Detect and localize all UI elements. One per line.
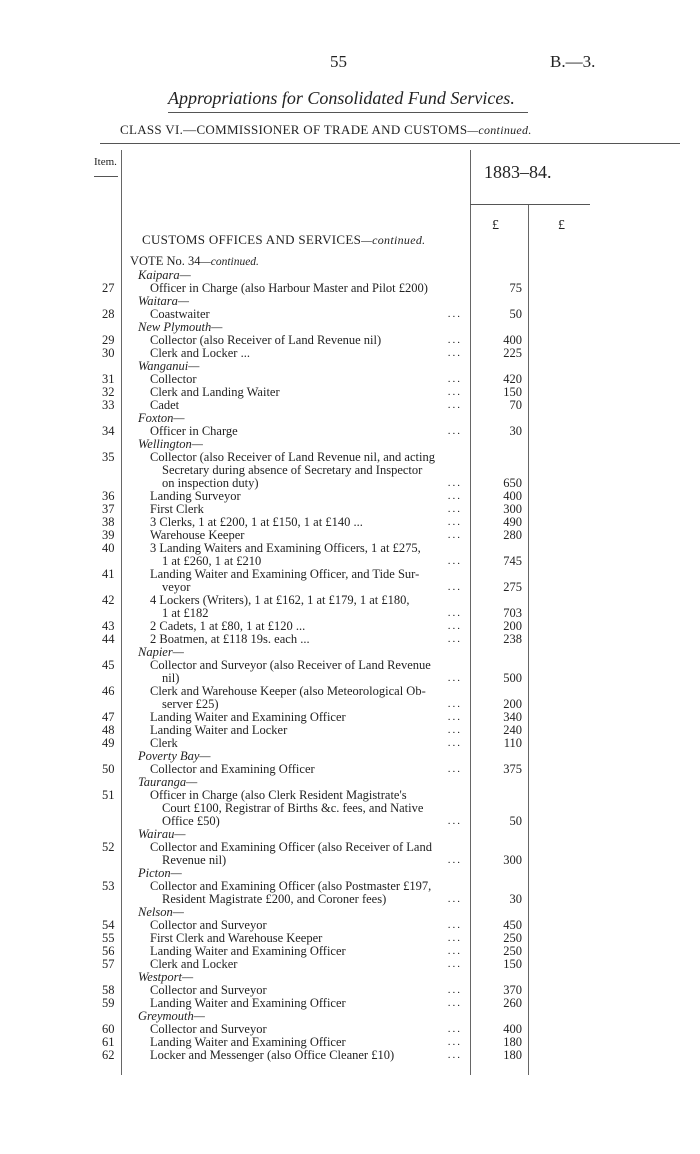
item-number: 30 [102, 346, 115, 360]
table-row [0, 594, 700, 607]
item-number: 48 [102, 723, 115, 737]
item-description: Collector and Surveyor [150, 1022, 267, 1036]
item-number: 49 [102, 736, 115, 750]
amount-value: 50 [509, 814, 522, 828]
item-description: 1 at £182 [162, 606, 209, 620]
item-number: 45 [102, 658, 115, 672]
item-description: Landing Waiter and Locker [150, 723, 288, 737]
location-name: Foxton— [138, 411, 185, 425]
item-number: 40 [102, 541, 115, 555]
leader-dots: ... [447, 763, 462, 775]
currency-symbol-col2: £ [558, 218, 565, 233]
amount-value: 180 [503, 1048, 522, 1062]
item-description: 2 Boatmen, at £118 19s. each ... [150, 632, 310, 646]
item-description: 3 Landing Waiters and Examining Officers, 1 at £275, [150, 541, 421, 555]
leader-dots: ... [447, 555, 462, 567]
leader-dots: ... [447, 477, 462, 489]
table-row [0, 958, 700, 971]
item-number: 38 [102, 515, 115, 529]
table-row [0, 399, 700, 412]
item-number: 31 [102, 372, 115, 386]
item-description: Collector [150, 372, 197, 386]
item-number: 36 [102, 489, 115, 503]
leader-dots: ... [447, 425, 462, 437]
amount-value: 420 [503, 372, 522, 386]
table-row [0, 997, 700, 1010]
item-number: 60 [102, 1022, 115, 1036]
leader-dots: ... [447, 945, 462, 957]
table-row [0, 282, 700, 295]
amount-value: 30 [509, 424, 522, 438]
location-name: Napier— [138, 645, 184, 659]
item-description: Collector and Surveyor [150, 983, 267, 997]
location-name: Kaipara— [138, 268, 191, 282]
amount-value: 400 [503, 333, 522, 347]
location-name: Picton— [138, 866, 182, 880]
table-row [0, 685, 700, 698]
item-description: Collector and Examining Officer (also Postmaster £197, [150, 879, 432, 893]
class-heading [120, 122, 532, 138]
leader-dots: ... [447, 1023, 462, 1035]
item-number: 52 [102, 840, 115, 854]
item-description: Landing Waiter and Examining Officer [150, 710, 346, 724]
item-description: 4 Lockers (Writers), 1 at £162, 1 at £179, 1 at £180, [150, 593, 410, 607]
item-description: First Clerk and Warehouse Keeper [150, 931, 323, 945]
leader-dots: ... [447, 516, 462, 528]
amount-value: 240 [503, 723, 522, 737]
item-description: 3 Clerks, 1 at £200, 1 at £150, 1 at £140 ... [150, 515, 363, 529]
class-heading-text: CLASS VI.—COMMISSIONER OF TRADE AND CUSTOMS [120, 122, 468, 137]
item-description: Court £100, Registrar of Births &c. fees, and Native [162, 801, 424, 815]
location-name: Westport— [138, 970, 194, 984]
table-row [0, 308, 700, 321]
table-row [0, 815, 700, 828]
amount-value: 490 [503, 515, 522, 529]
item-number: 42 [102, 593, 115, 607]
amount-value: 300 [503, 853, 522, 867]
item-description: Cadet [150, 398, 180, 412]
amount-value: 370 [503, 983, 522, 997]
item-description: Officer in Charge (also Clerk Resident Magistrate's [150, 788, 407, 802]
amount-value: 500 [503, 671, 522, 685]
class-rule [100, 143, 680, 144]
item-description: Locker and Messenger (also Office Cleaner £10) [150, 1048, 395, 1062]
item-description: Landing Surveyor [150, 489, 241, 503]
item-number: 37 [102, 502, 115, 516]
leader-dots: ... [447, 724, 462, 736]
item-number: 53 [102, 879, 115, 893]
table-row [0, 425, 700, 438]
table-row [0, 854, 700, 867]
year-header-rule [470, 204, 590, 205]
section-heading [142, 232, 425, 248]
item-column-header: Item. [94, 156, 117, 168]
item-number: 27 [102, 281, 115, 295]
item-number: 51 [102, 788, 115, 802]
location-name: Wanganui— [138, 359, 200, 373]
amount-value: 50 [509, 307, 522, 321]
location-name: Nelson— [138, 905, 184, 919]
amount-value: 250 [503, 944, 522, 958]
amount-value: 375 [503, 762, 522, 776]
class-heading-suffix: —continued. [467, 123, 532, 137]
year-column-header: 1883–84. [484, 162, 552, 182]
table-row [0, 802, 700, 815]
amount-value: 250 [503, 931, 522, 945]
leader-dots: ... [447, 308, 462, 320]
title-rule [168, 112, 528, 113]
item-number: 35 [102, 450, 115, 464]
item-number: 61 [102, 1035, 115, 1049]
item-description: 2 Cadets, 1 at £80, 1 at £120 ... [150, 619, 306, 633]
item-description: Collector and Surveyor (also Receiver of Land Revenue [150, 658, 431, 672]
item-description: Collector and Examining Officer [150, 762, 315, 776]
leader-dots: ... [447, 1049, 462, 1061]
amount-value: 650 [503, 476, 522, 490]
location-name: New Plymouth— [138, 320, 223, 334]
vote-line-suffix: —continued. [200, 256, 259, 268]
amount-value: 150 [503, 957, 522, 971]
table-row [0, 464, 700, 477]
amount-value: 238 [503, 632, 522, 646]
item-description: Coastwaiter [150, 307, 210, 321]
amount-value: 200 [503, 697, 522, 711]
table-row [0, 1049, 700, 1062]
amount-value: 180 [503, 1035, 522, 1049]
amount-value: 30 [509, 892, 522, 906]
table-row [0, 893, 700, 906]
leader-dots: ... [447, 373, 462, 385]
item-description: Clerk and Locker ... [150, 346, 250, 360]
leader-dots: ... [447, 984, 462, 996]
leader-dots: ... [447, 386, 462, 398]
amount-value: 275 [503, 580, 522, 594]
amount-value: 110 [503, 736, 522, 750]
table-row [0, 763, 700, 776]
item-number: 57 [102, 957, 115, 971]
location-name: Waitara— [138, 294, 189, 308]
leader-dots: ... [447, 958, 462, 970]
item-number: 56 [102, 944, 115, 958]
item-description: Collector and Examining Officer (also Receiver of Land [150, 840, 432, 854]
leader-dots: ... [447, 698, 462, 710]
amount-value: 70 [509, 398, 522, 412]
leader-dots: ... [447, 1036, 462, 1048]
document-reference: B.—3. [550, 52, 596, 71]
item-description: Clerk and Warehouse Keeper (also Meteorological Ob- [150, 684, 426, 698]
location-name: Wairau— [138, 827, 186, 841]
item-number: 59 [102, 996, 115, 1010]
amount-value: 400 [503, 489, 522, 503]
item-number: 58 [102, 983, 115, 997]
item-number: 33 [102, 398, 115, 412]
item-description: on inspection duty) [162, 476, 259, 490]
item-number: 55 [102, 931, 115, 945]
item-description: veyor [162, 580, 191, 594]
item-number: 46 [102, 684, 115, 698]
item-number: 28 [102, 307, 115, 321]
table-row [0, 659, 700, 672]
item-description: 1 at £260, 1 at £210 [162, 554, 262, 568]
item-description: Collector (also Receiver of Land Revenue nil) [150, 333, 382, 347]
item-description: Office £50) [162, 814, 220, 828]
leader-dots: ... [447, 854, 462, 866]
item-description: Warehouse Keeper [150, 528, 245, 542]
item-number: 39 [102, 528, 115, 542]
page-number: 55 [330, 52, 347, 71]
leader-dots: ... [447, 399, 462, 411]
leader-dots: ... [447, 919, 462, 931]
item-description: First Clerk [150, 502, 204, 516]
amount-value: 703 [503, 606, 522, 620]
item-description: Officer in Charge (also Harbour Master and Pilot £200) [150, 281, 428, 295]
leader-dots: ... [447, 932, 462, 944]
amount-value: 280 [503, 528, 522, 542]
item-description: Clerk [150, 736, 178, 750]
item-description: Resident Magistrate £200, and Coroner fees) [162, 892, 387, 906]
item-description: Officer in Charge [150, 424, 238, 438]
leader-dots: ... [447, 997, 462, 1009]
item-number: 62 [102, 1048, 115, 1062]
item-description: server £25) [162, 697, 219, 711]
leader-dots: ... [447, 711, 462, 723]
item-description: Landing Waiter and Examining Officer [150, 996, 346, 1010]
location-name: Wellington— [138, 437, 203, 451]
item-description: Landing Waiter and Examining Officer [150, 944, 346, 958]
item-number: 43 [102, 619, 115, 633]
item-number: 54 [102, 918, 115, 932]
amount-value: 75 [509, 281, 522, 295]
leader-dots: ... [447, 633, 462, 645]
amount-value: 400 [503, 1022, 522, 1036]
item-description: Clerk and Landing Waiter [150, 385, 280, 399]
leader-dots: ... [447, 334, 462, 346]
table-row [0, 542, 700, 555]
item-number: 29 [102, 333, 115, 347]
table-row [0, 737, 700, 750]
location-name: Tauranga— [138, 775, 198, 789]
leader-dots: ... [447, 490, 462, 502]
table-row [0, 568, 700, 581]
leader-dots: ... [447, 347, 462, 359]
section-heading-suffix: —continued. [361, 233, 426, 247]
vote-line-text: VOTE No. 34 [130, 254, 201, 268]
amount-value: 300 [503, 502, 522, 516]
amount-value: 200 [503, 619, 522, 633]
item-number: 34 [102, 424, 115, 438]
currency-symbol-col1: £ [492, 218, 499, 233]
leader-dots: ... [447, 620, 462, 632]
leader-dots: ... [447, 737, 462, 749]
item-header-rule [94, 176, 118, 177]
section-heading-text: CUSTOMS OFFICES AND SERVICES [142, 232, 362, 247]
leader-dots: ... [447, 529, 462, 541]
item-number: 41 [102, 567, 115, 581]
amount-value: 340 [503, 710, 522, 724]
amount-value: 150 [503, 385, 522, 399]
amount-value: 745 [503, 554, 522, 568]
table-row [0, 841, 700, 854]
item-description: Collector and Surveyor [150, 918, 267, 932]
item-number: 47 [102, 710, 115, 724]
item-number: 50 [102, 762, 115, 776]
item-description: Landing Waiter and Examining Officer, and Tide Sur- [150, 567, 420, 581]
leader-dots: ... [447, 672, 462, 684]
leader-dots: ... [447, 815, 462, 827]
item-description: nil) [162, 671, 180, 685]
item-description: Collector (also Receiver of Land Revenue nil, and acting [150, 450, 435, 464]
amount-value: 260 [503, 996, 522, 1010]
table-row [0, 633, 700, 646]
item-description: Secretary during absence of Secretary and Inspector [162, 463, 423, 477]
leader-dots: ... [447, 581, 462, 593]
page-title: Appropriations for Consolidated Fund Services. [168, 88, 515, 108]
leader-dots: ... [447, 893, 462, 905]
leader-dots: ... [447, 503, 462, 515]
leader-dots: ... [447, 607, 462, 619]
item-description: Clerk and Locker [150, 957, 238, 971]
amount-value: 450 [503, 918, 522, 932]
amount-value: 225 [503, 346, 522, 360]
location-name: Greymouth— [138, 1009, 205, 1023]
item-number: 44 [102, 632, 115, 646]
item-description: Landing Waiter and Examining Officer [150, 1035, 346, 1049]
item-description: Revenue nil) [162, 853, 227, 867]
item-number: 32 [102, 385, 115, 399]
location-name: Poverty Bay— [138, 749, 211, 763]
vote-line [130, 254, 259, 269]
table-row [0, 347, 700, 360]
